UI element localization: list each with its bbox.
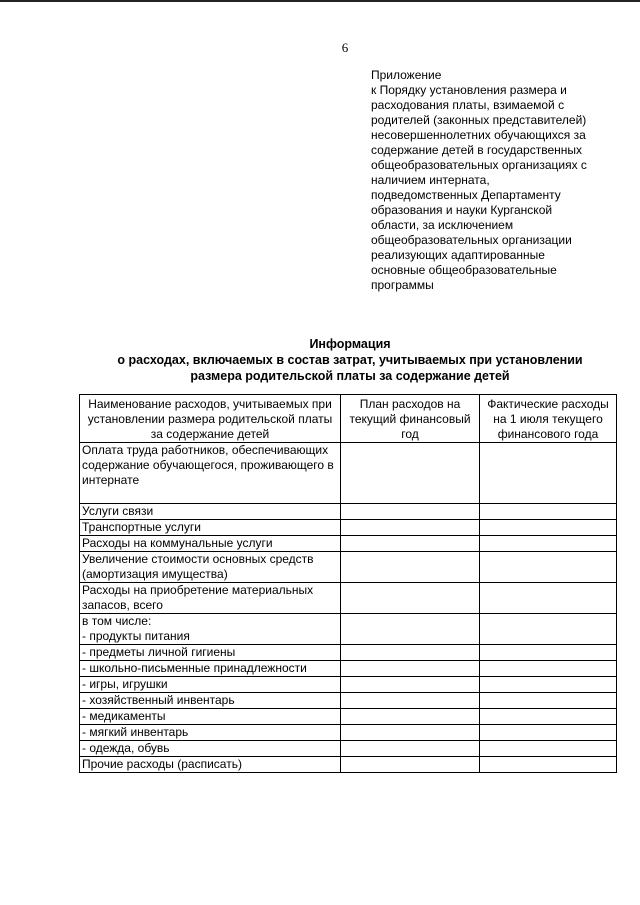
planned-value-cell (341, 614, 480, 645)
table-row (80, 709, 617, 725)
actual-value-cell (480, 645, 617, 661)
actual-value-cell (480, 661, 617, 677)
planned-value-cell (341, 741, 480, 757)
planned-value-cell (341, 552, 480, 583)
page-number: 6 (341, 40, 349, 55)
header-expense-name: Наименование расходов, учитываемых при установлении размера родительской платы за содержание детей (80, 395, 341, 443)
appendix-line: к Порядку установления размера и (371, 83, 567, 97)
table-row (80, 741, 617, 757)
appendix-line: образования и науки Курганской (371, 203, 553, 217)
actual-value-cell (480, 677, 617, 693)
table-row (80, 520, 617, 536)
appendix-line: несовершеннолетних обучающихся за (371, 128, 586, 142)
appendix-line: Приложение (371, 68, 442, 82)
table-row (80, 443, 617, 504)
table-row (80, 645, 617, 661)
header-actual-expenses: Фактические расходы на 1 июля текущего финансового года (480, 395, 617, 443)
expense-name-cell: - мягкий инвентарь (80, 725, 341, 741)
expense-name-cell: Транспортные услуги (80, 520, 341, 536)
actual-value-cell (480, 552, 617, 583)
table-row (80, 583, 617, 614)
expense-name-cell: Расходы на коммунальные услуги (80, 536, 341, 552)
table-row (80, 552, 617, 583)
actual-value-cell (480, 583, 617, 614)
actual-value-cell (480, 504, 617, 520)
top-border-line (0, 0, 640, 2)
appendix-line: области, за исключением (371, 218, 514, 232)
expense-name-cell: - игры, игрушки (80, 677, 341, 693)
actual-value-cell (480, 693, 617, 709)
actual-value-cell (480, 614, 617, 645)
appendix-line: наличием интерната, (371, 173, 490, 187)
actual-value-cell (480, 520, 617, 536)
actual-value-cell (480, 757, 617, 773)
appendix-line: общеобразовательных организациях с (371, 158, 587, 172)
expense-name-cell: Расходы на приобретение материальных запасов, всего (80, 583, 341, 614)
expense-name-cell: Прочие расходы (расписать) (80, 757, 341, 773)
appendix-line: родителей (законных представителей) (371, 113, 587, 127)
table-row (80, 725, 617, 741)
planned-value-cell (341, 725, 480, 741)
appendix-line: программы (371, 278, 434, 292)
expense-name-cell: - одежда, обувь (80, 741, 341, 757)
actual-value-cell (480, 443, 617, 504)
expense-name-cell: в том числе: - продукты питания (80, 614, 341, 645)
table-row (80, 536, 617, 552)
expense-name-cell: - хозяйственный инвентарь (80, 693, 341, 709)
title-line-1: Информация (309, 337, 391, 351)
table-row (80, 677, 617, 693)
actual-value-cell (480, 536, 617, 552)
expense-name-cell: - школьно-письменные принадлежности (80, 661, 341, 677)
planned-value-cell (341, 757, 480, 773)
planned-value-cell (341, 645, 480, 661)
expense-name-cell: Услуги связи (80, 504, 341, 520)
actual-value-cell (480, 741, 617, 757)
table-row (80, 614, 617, 645)
actual-value-cell (480, 709, 617, 725)
table-row (80, 661, 617, 677)
expenses-table (79, 394, 617, 773)
planned-value-cell (341, 536, 480, 552)
document-title (100, 336, 600, 384)
table-row (80, 693, 617, 709)
appendix-line: основные общеобразовательные (371, 263, 557, 277)
planned-value-cell (341, 677, 480, 693)
expense-name-cell: - медикаменты (80, 709, 341, 725)
table-row (80, 504, 617, 520)
table-header-row (80, 395, 617, 443)
title-line-3: размера родительской платы за содержание детей (190, 369, 510, 383)
appendix-line: подведомственных Департаменту (371, 188, 561, 202)
appendix-header (371, 68, 633, 293)
table-row (80, 757, 617, 773)
expense-name-cell: - предметы личной гигиены (80, 645, 341, 661)
planned-value-cell (341, 504, 480, 520)
appendix-line: расходования платы, взимаемой с (371, 98, 565, 112)
planned-value-cell (341, 661, 480, 677)
planned-value-cell (341, 709, 480, 725)
appendix-line: общеобразовательных организации (371, 233, 572, 247)
expense-name-cell: Увеличение стоимости основных средств (амортизация имущества) (80, 552, 341, 583)
planned-value-cell (341, 583, 480, 614)
planned-value-cell (341, 443, 480, 504)
title-line-2: о расходах, включаемых в состав затрат, учитываемых при установлении (117, 353, 583, 367)
actual-value-cell (480, 725, 617, 741)
planned-value-cell (341, 693, 480, 709)
appendix-line: реализующих адаптированные (371, 248, 545, 262)
header-planned-expenses: План расходов на текущий финансовый год (341, 395, 480, 443)
planned-value-cell (341, 520, 480, 536)
expense-name-cell: Оплата труда работников, обеспечивающих содержание обучающегося, проживающего в интернате (80, 443, 341, 504)
appendix-line: содержание детей в государственных (371, 143, 583, 157)
